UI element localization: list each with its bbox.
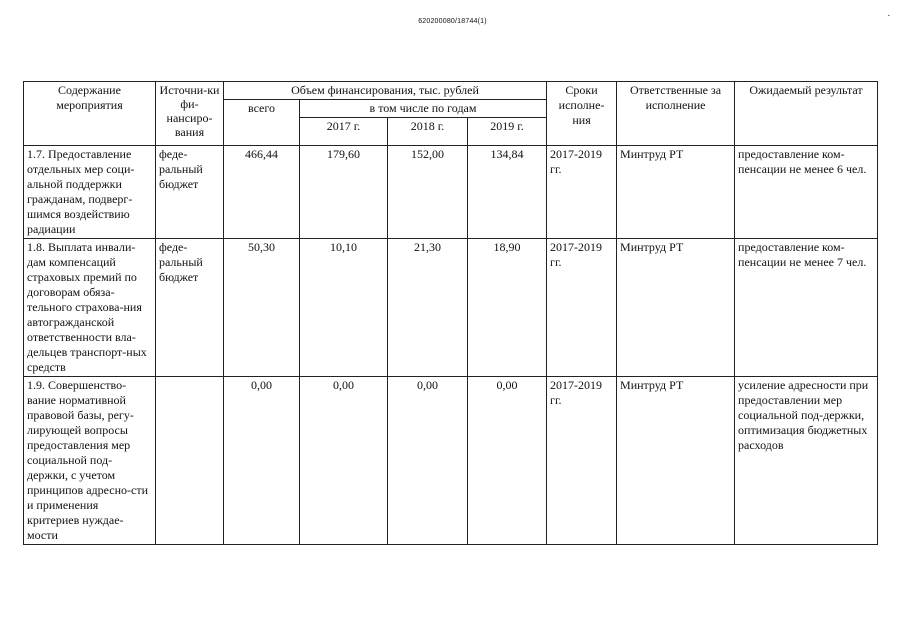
row-2018: 0,00 xyxy=(388,377,468,545)
row-2018: 21,30 xyxy=(388,239,468,377)
header-volume: Объем финансирования, тыс. рублей xyxy=(224,82,547,100)
financing-table xyxy=(23,81,878,545)
row-content: 1.9. Совершенство-вание нормативной правовой базы, регу-лирующей вопросы предоставления мер социальной под-держки, с учетом принципов адресно-сти и применения критериев нуждае-мости xyxy=(24,377,156,545)
page-mark: . xyxy=(887,8,890,18)
document-id: 620200080/18744(1) xyxy=(418,18,487,25)
row-content: 1.7. Предоставление отдельных мер соци-альной поддержки гражданам, подверг-шимся воздействию радиации xyxy=(24,146,156,239)
row-2019: 134,84 xyxy=(468,146,547,239)
row-result: предоставление ком-пенсации не менее 6 чел. xyxy=(735,146,878,239)
row-2019: 18,90 xyxy=(468,239,547,377)
header-responsible: Ответственные за исполнение xyxy=(617,82,735,146)
header-year-2019: 2019 г. xyxy=(468,118,547,146)
row-responsible: Минтруд РТ xyxy=(617,239,735,377)
row-source: феде-ральный бюджет xyxy=(156,146,224,239)
row-term: 2017-2019 гг. xyxy=(547,146,617,239)
table-row xyxy=(24,146,878,239)
row-result: усиление адресности при предоставлении мер социальной под-держки, оптимизация бюджетных расходов xyxy=(735,377,878,545)
table-row xyxy=(24,377,878,545)
row-total: 466,44 xyxy=(224,146,300,239)
row-2018: 152,00 xyxy=(388,146,468,239)
row-source: феде-ральный бюджет xyxy=(156,239,224,377)
row-term: 2017-2019 гг. xyxy=(547,377,617,545)
row-total: 0,00 xyxy=(224,377,300,545)
row-content: 1.8. Выплата инвали-дам компенсаций страховых премий по договорам обяза-тельного страхова-ния автогражданской ответственности вла-дельцев транспорт-ных средств xyxy=(24,239,156,377)
table-row xyxy=(24,239,878,377)
header-sources: Источни-ки фи-нансиро-вания xyxy=(156,82,224,146)
row-result: предоставление ком-пенсации не менее 7 чел. xyxy=(735,239,878,377)
header-result: Ожидаемый результат xyxy=(735,82,878,146)
row-total: 50,30 xyxy=(224,239,300,377)
row-2017: 10,10 xyxy=(300,239,388,377)
row-2017: 0,00 xyxy=(300,377,388,545)
row-2017: 179,60 xyxy=(300,146,388,239)
header-year-2017: 2017 г. xyxy=(300,118,388,146)
row-2019: 0,00 xyxy=(468,377,547,545)
row-responsible: Минтруд РТ xyxy=(617,377,735,545)
header-content: Содержание мероприятия xyxy=(24,82,156,146)
row-term: 2017-2019 гг. xyxy=(547,239,617,377)
row-source xyxy=(156,377,224,545)
header-year-2018: 2018 г. xyxy=(388,118,468,146)
header-by-years: в том числе по годам xyxy=(300,100,547,118)
row-responsible: Минтруд РТ xyxy=(617,146,735,239)
header-total: всего xyxy=(224,100,300,146)
header-terms: Сроки исполне-ния xyxy=(547,82,617,146)
